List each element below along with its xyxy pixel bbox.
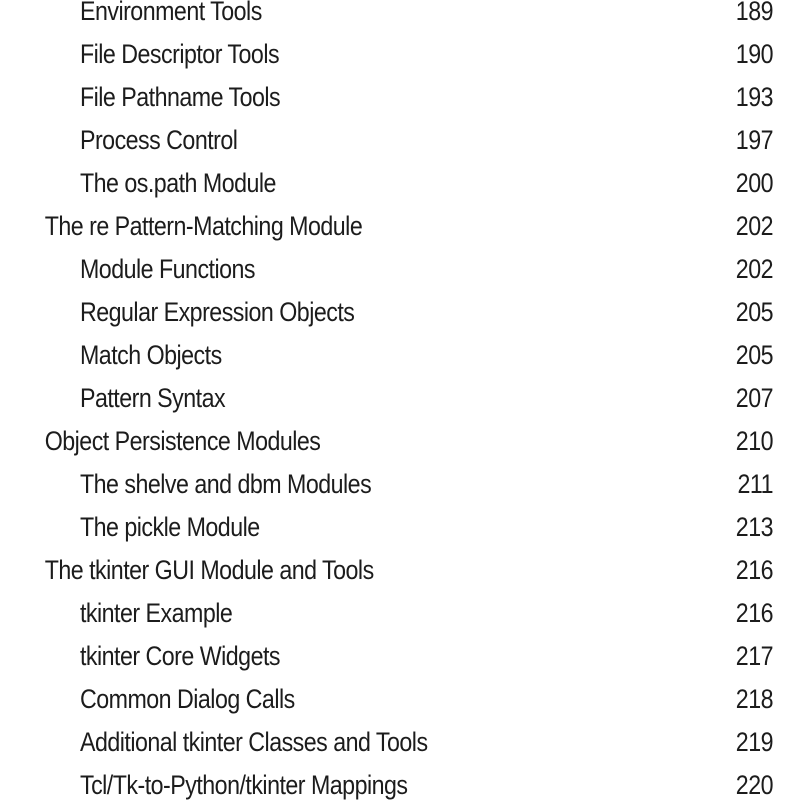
toc-subsection-entry[interactable] bbox=[0, 120, 774, 163]
entry-title: The re Pattern-Matching Module bbox=[44, 211, 363, 241]
entry-title: File Pathname Tools bbox=[79, 82, 281, 112]
entry-page-number: 210 bbox=[735, 426, 773, 456]
toc-subsection-entry[interactable] bbox=[0, 507, 774, 550]
entry-title: The shelve and dbm Modules bbox=[79, 469, 372, 499]
entry-page-number: 216 bbox=[735, 555, 773, 585]
toc-subsection-entry[interactable] bbox=[0, 765, 774, 800]
toc-subsection-entry[interactable] bbox=[0, 636, 774, 679]
toc-subsection-entry[interactable] bbox=[0, 249, 774, 292]
toc-section-entry[interactable] bbox=[0, 421, 774, 464]
toc-subsection-entry[interactable] bbox=[0, 593, 774, 636]
entry-title: The pickle Module bbox=[79, 512, 260, 542]
entry-title: Regular Expression Objects bbox=[79, 297, 355, 327]
entry-page-number: 197 bbox=[735, 125, 773, 155]
entry-page-number: 205 bbox=[735, 297, 773, 327]
entry-page-number: 205 bbox=[735, 340, 773, 370]
entry-page-number: 202 bbox=[735, 211, 773, 241]
entry-title: tkinter Core Widgets bbox=[79, 641, 281, 671]
entry-title: Match Objects bbox=[79, 340, 222, 370]
toc-subsection-entry[interactable] bbox=[0, 292, 774, 335]
entry-page-number: 200 bbox=[735, 168, 773, 198]
toc-subsection-entry[interactable] bbox=[0, 0, 774, 34]
entry-page-number: 202 bbox=[735, 254, 773, 284]
entry-title: The tkinter GUI Module and Tools bbox=[44, 555, 374, 585]
entry-page-number: 217 bbox=[735, 641, 773, 671]
toc-subsection-entry[interactable] bbox=[0, 163, 774, 206]
entry-page-number: 219 bbox=[735, 727, 773, 757]
entry-page-number: 190 bbox=[735, 39, 773, 69]
entry-title: Module Functions bbox=[79, 254, 256, 284]
entry-title: File Descriptor Tools bbox=[79, 39, 280, 69]
entry-title: Common Dialog Calls bbox=[79, 684, 295, 714]
entry-page-number: 220 bbox=[735, 770, 773, 800]
entry-page-number: 189 bbox=[735, 0, 773, 26]
entry-page-number: 207 bbox=[735, 383, 773, 413]
toc-subsection-entry[interactable] bbox=[0, 335, 774, 378]
entry-title: Environment Tools bbox=[79, 0, 262, 26]
entry-page-number: 216 bbox=[735, 598, 773, 628]
toc-subsection-entry[interactable] bbox=[0, 378, 774, 421]
entry-title: Additional tkinter Classes and Tools bbox=[79, 727, 428, 757]
entry-title: Object Persistence Modules bbox=[44, 426, 321, 456]
toc-subsection-entry[interactable] bbox=[0, 722, 774, 765]
entry-page-number: 213 bbox=[735, 512, 773, 542]
entry-page-number: 211 bbox=[737, 469, 773, 499]
entry-title: Process Control bbox=[79, 125, 238, 155]
toc-subsection-entry[interactable] bbox=[0, 77, 774, 120]
entry-title: The os.path Module bbox=[79, 168, 276, 198]
toc-section-entry[interactable] bbox=[0, 206, 774, 249]
toc-subsection-entry[interactable] bbox=[0, 464, 774, 507]
entry-title: tkinter Example bbox=[79, 598, 233, 628]
entry-page-number: 218 bbox=[735, 684, 773, 714]
toc-subsection-entry[interactable] bbox=[0, 34, 774, 77]
toc-section-entry[interactable] bbox=[0, 550, 774, 593]
entry-title: Pattern Syntax bbox=[79, 383, 226, 413]
toc-subsection-entry[interactable] bbox=[0, 679, 774, 722]
entry-title: Tcl/Tk-to-Python/tkinter Mappings bbox=[79, 770, 408, 800]
entry-page-number: 193 bbox=[735, 82, 773, 112]
